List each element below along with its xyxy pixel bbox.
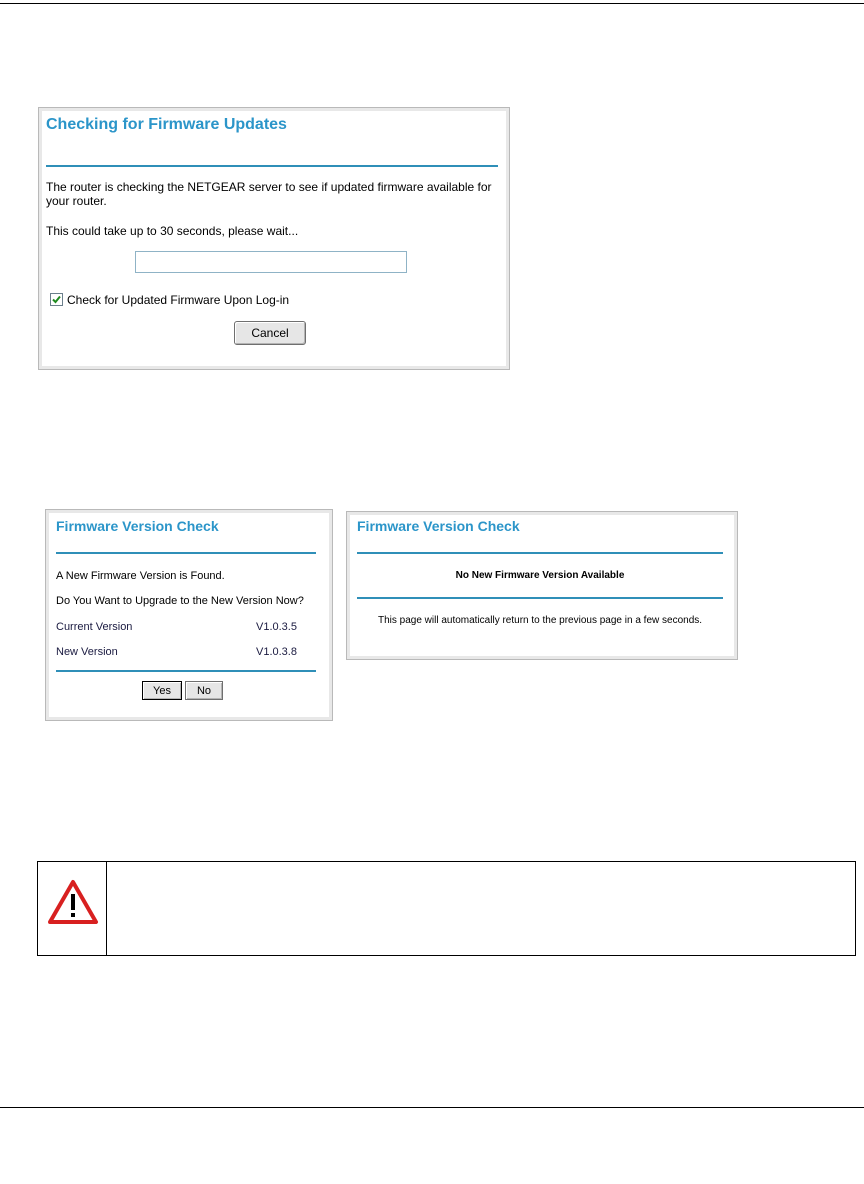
title-divider — [56, 552, 316, 554]
bottom-divider — [56, 670, 316, 672]
firmware-version-none-panel — [346, 511, 738, 660]
cancel-button[interactable]: Cancel — [234, 321, 306, 345]
caution-divider — [106, 862, 107, 955]
check-on-login-checkbox[interactable] — [50, 293, 63, 306]
firmware-version-found-panel — [45, 509, 333, 721]
title-divider — [357, 552, 723, 554]
current-version-value: V1.0.3.5 — [256, 621, 297, 633]
check-on-login-label: Check for Updated Firmware Upon Log-in — [67, 293, 290, 307]
current-version-label: Current Version — [56, 621, 133, 633]
panel-title: Checking for Firmware Updates — [46, 116, 287, 133]
upgrade-question: Do You Want to Upgrade to the New Version Now? — [56, 595, 304, 607]
checkmark-icon — [51, 294, 62, 305]
yes-button[interactable]: Yes — [142, 681, 182, 700]
warning-triangle-icon — [46, 878, 100, 931]
new-version-label: New Version — [56, 646, 118, 658]
firmware-update-check-panel — [38, 107, 510, 370]
progress-bar — [135, 251, 407, 273]
auto-return-text: This page will automatically return to the previous page in a few seconds. — [377, 615, 703, 626]
middle-divider — [357, 597, 723, 599]
new-version-value: V1.0.3.8 — [256, 646, 297, 658]
new-version-found-text: A New Firmware Version is Found. — [56, 570, 225, 582]
wait-text: This could take up to 30 seconds, please wait... — [46, 224, 299, 238]
panel-title: Firmware Version Check — [357, 518, 520, 534]
caution-box — [37, 861, 856, 956]
bottom-rule — [0, 1107, 864, 1108]
no-button[interactable]: No — [185, 681, 223, 700]
no-update-message: No New Firmware Version Available — [455, 570, 625, 581]
title-divider — [46, 165, 498, 167]
panel-title: Firmware Version Check — [56, 518, 219, 534]
checking-description: The router is checking the NETGEAR server to see if updated firmware available for your router. — [46, 180, 492, 208]
top-rule — [0, 3, 864, 4]
